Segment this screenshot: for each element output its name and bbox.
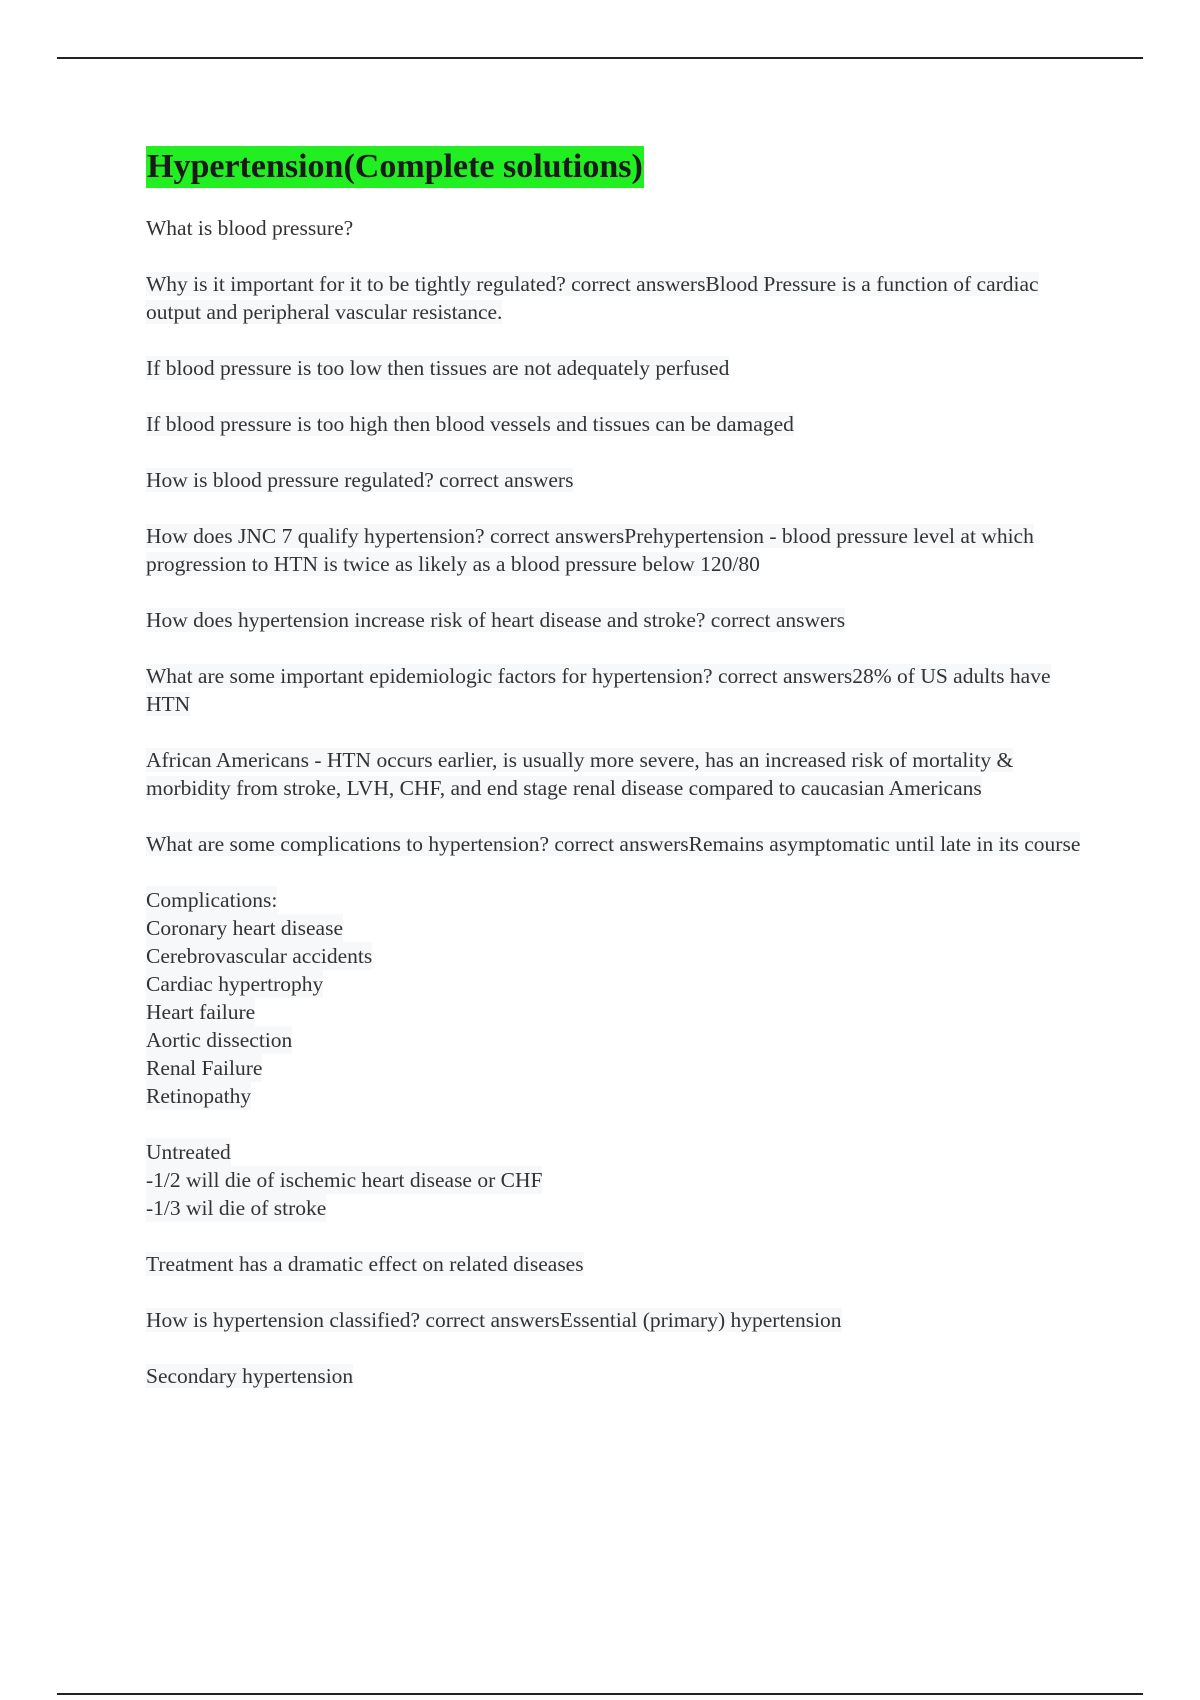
paragraph bbox=[146, 830, 1086, 858]
paragraph-text: What are some important epidemiologic factors for hypertension? correct answers28% of US adults have HTN bbox=[146, 664, 1051, 716]
list-item: Aortic dissection bbox=[146, 1028, 293, 1052]
list-item: -1/3 wil die of stroke bbox=[146, 1196, 327, 1220]
page-title: Hypertension(Complete solutions) bbox=[146, 146, 644, 188]
paragraph bbox=[146, 1362, 1086, 1390]
untreated-heading: Untreated bbox=[146, 1140, 231, 1164]
paragraph bbox=[146, 1250, 1086, 1278]
top-rule bbox=[57, 57, 1143, 59]
paragraph-text: Secondary hypertension bbox=[146, 1364, 354, 1388]
list-item: -1/2 will die of ischemic heart disease or CHF bbox=[146, 1168, 543, 1192]
complications-list bbox=[146, 886, 1086, 1110]
list-item: Cardiac hypertrophy bbox=[146, 972, 324, 996]
paragraph bbox=[146, 466, 1086, 494]
paragraph bbox=[146, 354, 1086, 382]
paragraph bbox=[146, 270, 1086, 326]
paragraph-text: African Americans - HTN occurs earlier, is usually more severe, has an increased risk of mortality & morbidity from stroke, LVH, CHF, and end stage renal disease compared to caucasian Americans bbox=[146, 748, 1014, 800]
list-item: Coronary heart disease bbox=[146, 916, 344, 940]
paragraph-text: If blood pressure is too low then tissues are not adequately perfused bbox=[146, 356, 730, 380]
paragraph bbox=[146, 410, 1086, 438]
paragraph-text: How is hypertension classified? correct answersEssential (primary) hypertension bbox=[146, 1308, 842, 1332]
list-item: Cerebrovascular accidents bbox=[146, 944, 373, 968]
paragraph bbox=[146, 662, 1086, 718]
document-body bbox=[146, 146, 1086, 1390]
list-item: Retinopathy bbox=[146, 1084, 252, 1108]
complications-heading: Complications: bbox=[146, 888, 278, 912]
paragraph bbox=[146, 522, 1086, 578]
paragraph-text: Why is it important for it to be tightly regulated? correct answersBlood Pressure is a function of cardiac output and peripheral vascular resistance. bbox=[146, 272, 1039, 324]
paragraph bbox=[146, 1306, 1086, 1334]
paragraph bbox=[146, 606, 1086, 634]
paragraph bbox=[146, 746, 1086, 802]
paragraph-text: How does JNC 7 qualify hypertension? correct answersPrehypertension - blood pressure level at which progression to HTN is twice as likely as a blood pressure below 120/80 bbox=[146, 524, 1034, 576]
bottom-rule bbox=[57, 1693, 1143, 1695]
paragraph-text: What are some complications to hypertension? correct answersRemains asymptomatic until late in its course bbox=[146, 832, 1081, 856]
list-item: Renal Failure bbox=[146, 1056, 263, 1080]
untreated-list bbox=[146, 1138, 1086, 1222]
paragraph-text: Treatment has a dramatic effect on related diseases bbox=[146, 1252, 584, 1276]
list-item: Heart failure bbox=[146, 1000, 256, 1024]
paragraph-text: How is blood pressure regulated? correct answers bbox=[146, 468, 574, 492]
paragraph-text: How does hypertension increase risk of heart disease and stroke? correct answers bbox=[146, 608, 846, 632]
paragraph: What is blood pressure? bbox=[146, 216, 354, 240]
paragraph-text: If blood pressure is too high then blood vessels and tissues can be damaged bbox=[146, 412, 794, 436]
